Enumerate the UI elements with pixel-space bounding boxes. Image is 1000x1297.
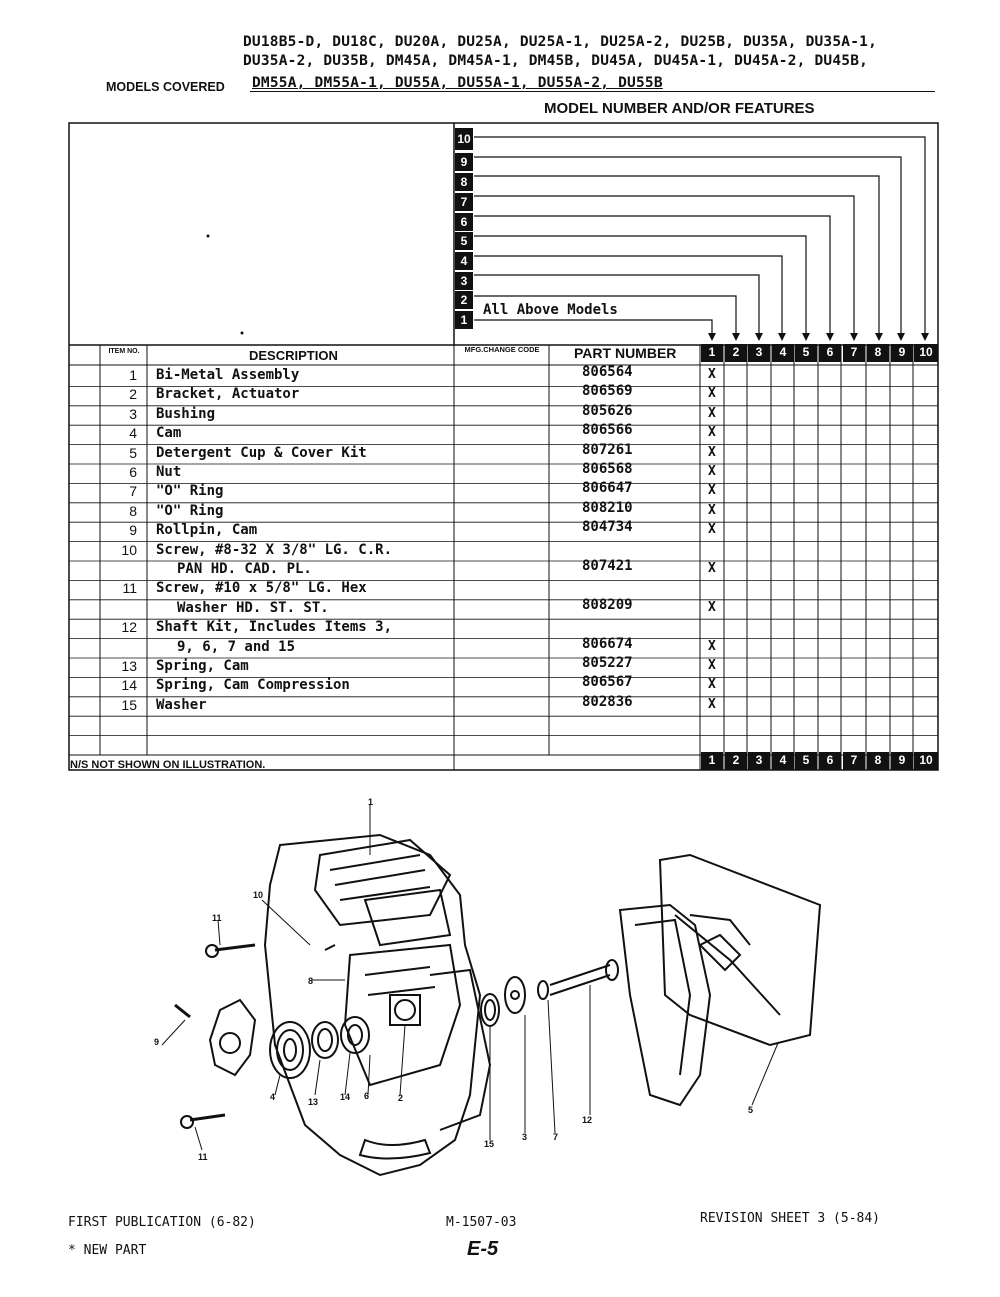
item-number: 12 <box>121 619 137 636</box>
feature-stack-number-2: 2 <box>455 291 473 309</box>
item-number: 15 <box>121 696 137 713</box>
callout-11-top: 11 <box>212 913 222 923</box>
item-number: 10 <box>121 541 137 558</box>
feature-stack-number-6: 6 <box>455 213 473 231</box>
callout-14: 14 <box>340 1092 351 1102</box>
ns-note: N/S NOT SHOWN ON ILLUSTRATION. <box>70 759 266 771</box>
part-number: 805626 <box>582 402 633 419</box>
header-feature-number-1: 1 <box>701 344 723 362</box>
feature-mark: X <box>708 386 716 402</box>
footer-feature-number-5: 5 <box>795 752 817 770</box>
new-part-note: * NEW PART <box>68 1243 147 1258</box>
description: Bi-Metal Assembly <box>156 367 300 383</box>
feature-mark: X <box>708 696 716 712</box>
part-number: 806569 <box>582 383 633 400</box>
callout-9: 9 <box>154 1037 160 1047</box>
models-covered-line-3: DM55A, DM55A-1, DU55A, DU55A-1, DU55A-2, DU55B <box>252 75 663 91</box>
footer-feature-number-3: 3 <box>748 752 770 770</box>
doc-number: M-1507-03 <box>446 1215 517 1230</box>
footer-feature-number-2: 2 <box>725 752 747 770</box>
feature-stack-number-8: 8 <box>455 173 473 191</box>
feature-mark: X <box>708 425 716 441</box>
col-item-header: ITEM NO. <box>108 348 140 355</box>
description: Screw, #8-32 X 3/8" LG. C.R. <box>156 541 393 558</box>
description: Spring, Cam Compression <box>156 677 350 694</box>
footer-feature-number-10: 10 <box>914 752 938 770</box>
description: Screw, #10 x 5/8" LG. Hex <box>156 580 367 597</box>
callout-4: 4 <box>270 1092 276 1102</box>
feature-mark: X <box>708 444 716 460</box>
item-number: 4 <box>129 425 137 442</box>
item-number: 8 <box>129 502 137 519</box>
header-feature-number-3: 3 <box>748 344 770 362</box>
footer-feature-number-8: 8 <box>867 752 889 770</box>
description: Spring, Cam <box>156 658 249 674</box>
item-number: 7 <box>129 483 137 500</box>
feature-1-text: All Above Models <box>483 302 618 318</box>
feature-stack-number-5: 5 <box>455 232 473 250</box>
part-number: 802836 <box>582 693 633 710</box>
description: Bracket, Actuator <box>156 386 300 403</box>
part-number: 805227 <box>582 655 633 671</box>
callout-1: 1 <box>368 797 374 807</box>
description-continued: Washer HD. ST. ST. <box>177 599 329 616</box>
callout-5: 5 <box>748 1105 754 1115</box>
feature-mark: X <box>708 561 716 576</box>
item-number: 14 <box>121 677 137 694</box>
callout-13: 13 <box>308 1097 319 1107</box>
col-description-header: DESCRIPTION <box>249 348 338 363</box>
header-feature-number-6: 6 <box>819 344 841 362</box>
description: Bushing <box>156 405 216 422</box>
part-number: 808210 <box>582 499 633 516</box>
item-number: 6 <box>129 464 137 480</box>
header-feature-number-9: 9 <box>891 344 913 362</box>
models-covered-line-1: DU18B5-D, DU18C, DU20A, DU25A, DU25A-1, DU25A-2, DU25B, DU35A, DU35A-1, <box>243 34 878 50</box>
header-feature-number-7: 7 <box>843 344 865 362</box>
feature-stack-number-7: 7 <box>455 193 473 211</box>
feature-mark: X <box>708 367 716 382</box>
item-number: 13 <box>121 658 137 674</box>
part-number: 807421 <box>582 558 633 574</box>
feature-mark: X <box>708 405 716 421</box>
part-number: 806567 <box>582 674 633 691</box>
feature-mark: X <box>708 599 716 615</box>
item-number: 9 <box>129 522 137 539</box>
item-number: 2 <box>129 386 137 403</box>
exploded-parts-illustration <box>130 795 850 1195</box>
col-part-number-header: PART NUMBER <box>574 345 677 361</box>
description: "O" Ring <box>156 483 224 500</box>
description-continued: PAN HD. CAD. PL. <box>177 561 312 577</box>
part-number: 804734 <box>582 519 633 536</box>
part-number: 807261 <box>582 441 633 458</box>
part-number: 806566 <box>582 422 633 439</box>
description: Shaft Kit, Includes Items 3, <box>156 619 393 636</box>
part-number: 806564 <box>582 364 633 380</box>
description: Nut <box>156 464 182 480</box>
feature-mark: X <box>708 522 716 538</box>
item-number: 3 <box>129 405 137 422</box>
part-number: 806674 <box>582 635 633 652</box>
description: Detergent Cup & Cover Kit <box>156 444 367 461</box>
feature-stack-number-10: 10 <box>455 128 473 150</box>
callout-6: 6 <box>364 1091 370 1101</box>
callout-12: 12 <box>582 1115 593 1125</box>
first-publication: FIRST PUBLICATION (6-82) <box>68 1215 256 1230</box>
part-number: 806647 <box>582 480 633 497</box>
feature-stack-number-9: 9 <box>455 153 473 171</box>
item-number: 11 <box>122 580 137 597</box>
feature-mark: X <box>708 483 716 499</box>
col-mfg-change-header: MFG.CHANGE CODE <box>464 345 540 354</box>
callout-8: 8 <box>308 976 314 986</box>
footer-feature-number-1: 1 <box>701 752 723 770</box>
part-number: 806568 <box>582 461 633 477</box>
footer-feature-number-4: 4 <box>772 752 794 770</box>
callout-3: 3 <box>522 1132 528 1142</box>
item-number: 1 <box>129 367 137 383</box>
models-covered-label: MODELS COVERED <box>106 80 225 94</box>
revision-sheet: REVISION SHEET 3 (5-84) <box>700 1211 881 1226</box>
features-title: MODEL NUMBER AND/OR FEATURES <box>544 100 815 117</box>
feature-mark: X <box>708 677 716 693</box>
feature-stack-number-1: 1 <box>455 311 473 329</box>
header-feature-number-5: 5 <box>795 344 817 362</box>
callout-10: 10 <box>253 890 264 900</box>
footer-feature-number-9: 9 <box>891 752 913 770</box>
feature-stack-number-3: 3 <box>455 272 473 290</box>
description: Washer <box>156 696 207 713</box>
description: Cam <box>156 425 182 442</box>
description-continued: 9, 6, 7 and 15 <box>177 638 296 655</box>
description: Rollpin, Cam <box>156 522 258 539</box>
header-feature-number-2: 2 <box>725 344 747 362</box>
header-feature-number-4: 4 <box>772 344 794 362</box>
header-feature-number-10: 10 <box>914 344 938 362</box>
callout-7: 7 <box>553 1132 559 1142</box>
header-feature-number-8: 8 <box>867 344 889 362</box>
feature-mark: X <box>708 638 716 654</box>
feature-mark: X <box>708 658 716 673</box>
feature-mark: X <box>708 502 716 518</box>
footer-feature-number-7: 7 <box>843 752 865 770</box>
item-number: 5 <box>129 444 137 461</box>
feature-stack-number-4: 4 <box>455 252 473 270</box>
callout-15: 15 <box>484 1139 495 1149</box>
callout-11-bottom: 11 <box>198 1152 208 1162</box>
models-covered-line-2: DU35A-2, DU35B, DM45A, DM45A-1, DM45B, DU45A, DU45A-1, DU45A-2, DU45B, <box>243 53 869 69</box>
page-number: E-5 <box>467 1238 499 1260</box>
part-number: 808209 <box>582 596 633 613</box>
footer-feature-number-6: 6 <box>819 752 841 770</box>
feature-mark: X <box>708 464 716 479</box>
description: "O" Ring <box>156 502 224 519</box>
callout-2: 2 <box>398 1093 404 1103</box>
